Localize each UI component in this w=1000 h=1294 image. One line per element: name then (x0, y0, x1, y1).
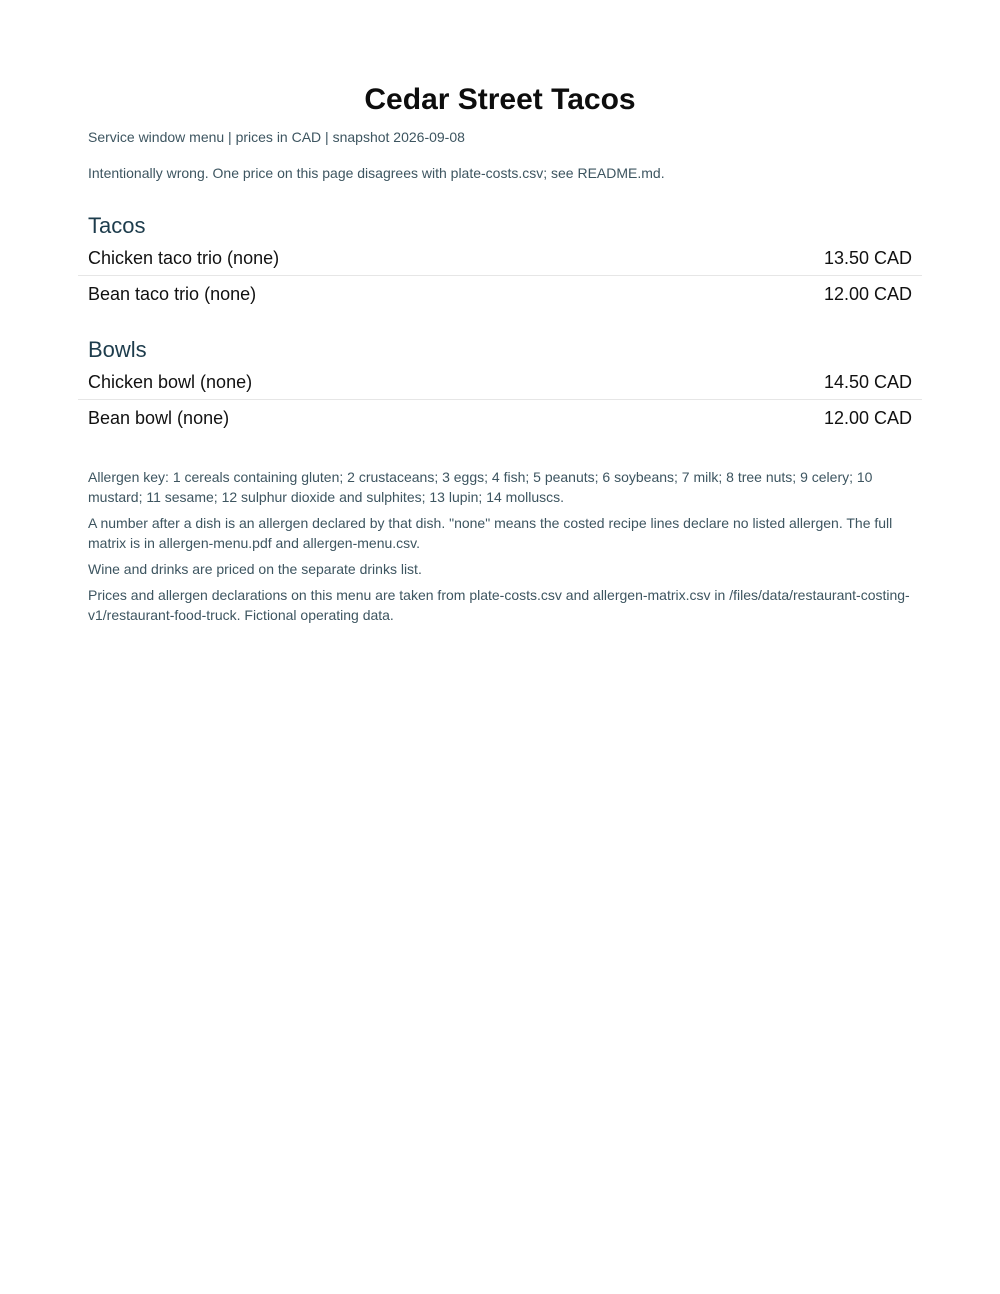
menu-item-price: 14.50 CAD (823, 371, 912, 392)
page-title: Cedar Street Tacos (364, 83, 636, 116)
menu-item-chicken-taco-trio (88, 240, 912, 276)
section-heading-tacos: Tacos (88, 213, 146, 238)
menu-item-name: Bean bowl (none) (88, 407, 230, 428)
sources-note: Prices and allergen declarations on this menu are taken from plate-costs.csv and allergen-matrix.csv in /files/data/restaurant-costing-v1/restaurant-food-truck. Fictional operating data. (88, 587, 910, 623)
menu-item-price: 12.00 CAD (823, 283, 912, 304)
allergen-explanation-note: A number after a dish is an allergen declared by that dish. "none" means the costed recipe lines declare no listed allergen. The full matrix is in allergen-menu.pdf and allergen-menu.csv. (88, 515, 893, 551)
section-heading-bowls: Bowls (88, 337, 147, 362)
price-discrepancy-notice: Intentionally wrong. One price on this page disagrees with plate-costs.csv; see README.md. (88, 165, 665, 181)
menu-item-chicken-bowl (88, 364, 912, 400)
section-tacos (88, 212, 912, 312)
menu-item-name: Chicken bowl (none) (88, 371, 253, 392)
section-bowls (88, 336, 912, 436)
menu-item-bean-bowl (88, 400, 912, 436)
menu-subtitle: Service window menu | prices in CAD | snapshot 2026-09-08 (88, 129, 465, 145)
menu-item-bean-taco-trio (88, 276, 912, 312)
menu-item-name: Chicken taco trio (none) (88, 247, 280, 268)
menu-item-price: 13.50 CAD (823, 247, 912, 268)
menu-item-name: Bean taco trio (none) (88, 283, 257, 304)
menu-item-price: 12.00 CAD (823, 407, 912, 428)
allergen-key-note: Allergen key: 1 cereals containing gluten; 2 crustaceans; 3 eggs; 4 fish; 5 peanuts; 6 soybeans; 7 milk; 8 tree nuts; 9 celery; 10 mustard; 11 sesame; 12 sulphur dioxide and sulphites; 13 lupin; 14 molluscs. (88, 469, 873, 505)
footnotes (88, 467, 912, 631)
drinks-note: Wine and drinks are priced on the separate drinks list. (88, 561, 422, 577)
